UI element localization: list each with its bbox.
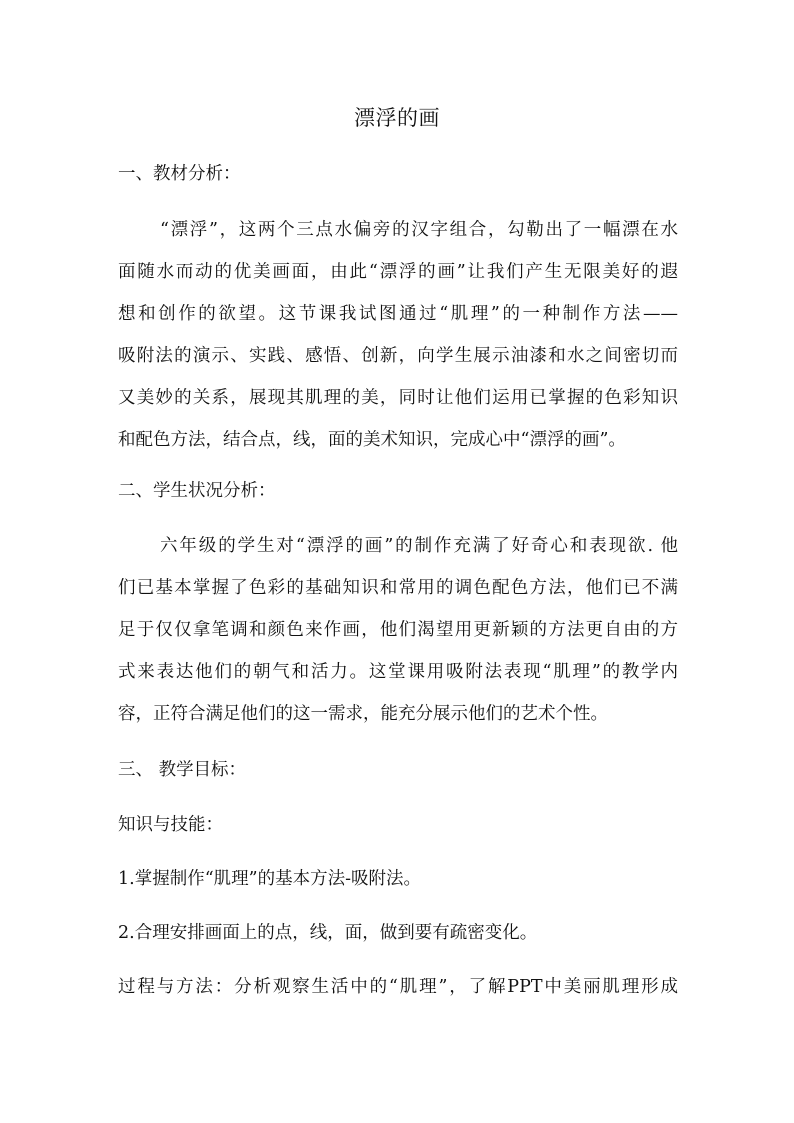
paragraph-line: 又美妙的关系，展现其肌理的美，同时让他们运用已掌握的色彩知识 [118, 388, 678, 408]
section-heading-teaching-goals: 三、 教学目标： [118, 760, 247, 780]
process-method-line: 过程与方法：分析观察生活中的“肌理”，了解PPT中美丽肌理形成 [118, 977, 678, 997]
paragraph-line: 式来表达他们的朝气和活力。这堂课用吸附法表现“肌理”的教学内 [118, 662, 678, 682]
paragraph-line: 六年级的学生对“漂浮的画”的制作充满了好奇心和表现欲. 他 [160, 536, 678, 556]
list-item: 1.掌握制作“肌理”的基本方法-吸附法。 [118, 869, 422, 889]
paragraph-line: 吸附法的演示、实践、感悟、创新，向学生展示油漆和水之间密切而 [118, 346, 678, 366]
paragraph-line: “漂浮”，这两个三点水偏旁的汉字组合，勾勒出了一幅漂在水 [160, 220, 678, 240]
paragraph-line: 们已基本掌握了色彩的基础知识和常用的调色配色方法，他们已不满 [118, 578, 678, 598]
paragraph-line: 容，正符合满足他们的这一需求，能充分展示他们的艺术个性。 [118, 704, 608, 724]
paragraph-line: 和配色方法，结合点，线，面的美术知识，完成心中“漂浮的画”。 [118, 430, 626, 450]
subheading-knowledge-skills: 知识与技能： [118, 815, 223, 835]
section-heading-student-analysis: 二、学生状况分析： [118, 481, 276, 501]
paragraph-line: 足于仅仅拿笔调和颜色来作画，他们渴望用更新颖的方法更自由的方 [118, 620, 678, 640]
paragraph-line: 面随水而动的优美画面，由此“漂浮的画”让我们产生无限美好的遐 [118, 262, 678, 282]
list-item: 2.合理安排画面上的点，线，面，做到要有疏密变化。 [118, 923, 538, 943]
document-title: 漂浮的画 [354, 106, 440, 130]
section-heading-textbook-analysis: 一、教材分析： [118, 164, 241, 184]
paragraph-line: 想和创作的欲望。这节课我试图通过“肌理”的一种制作方法—— [118, 304, 678, 324]
